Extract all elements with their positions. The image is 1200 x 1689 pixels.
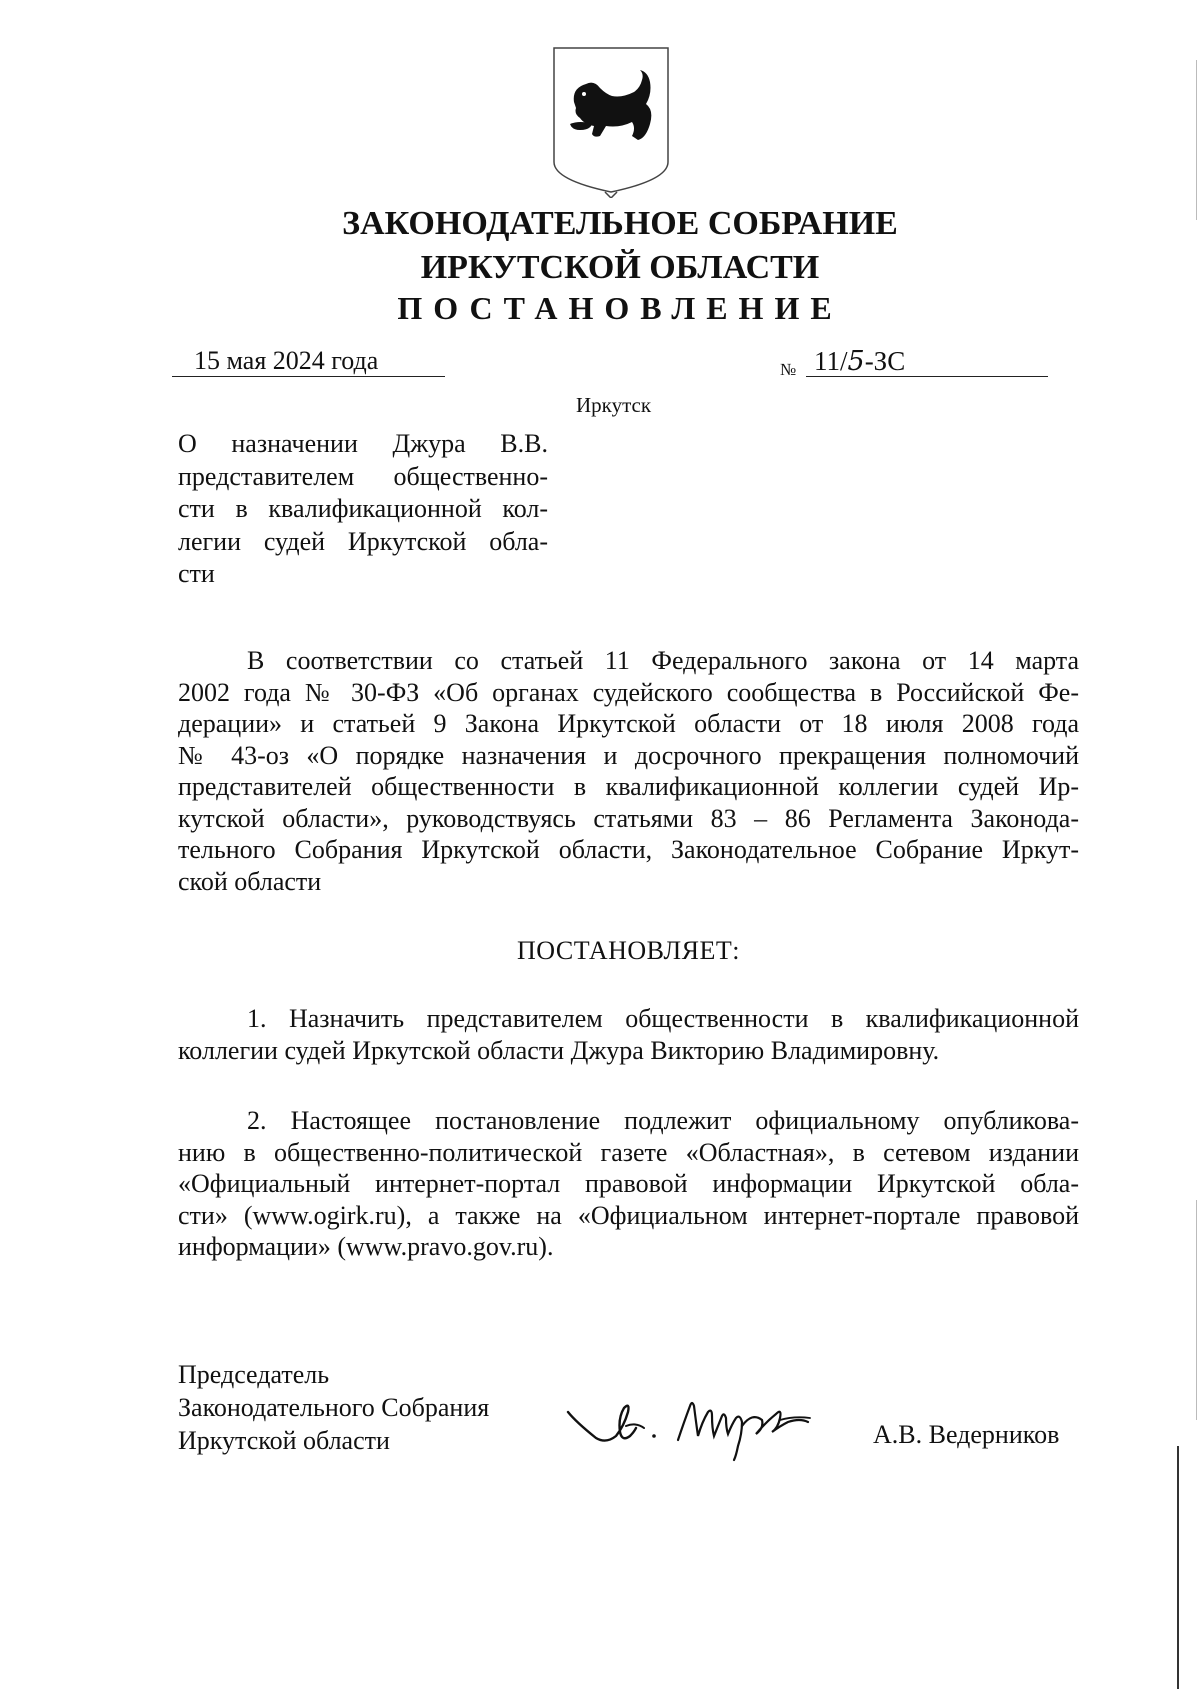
handwritten-signature — [566, 1382, 866, 1462]
document-date: 15 мая 2024 года — [194, 346, 379, 375]
scan-edge-mark — [1196, 60, 1197, 220]
item-2-paragraph — [178, 1105, 1079, 1263]
preamble-line: тельного Собрания Иркутской области, Законодательное Собрание Иркут- — [178, 835, 1079, 864]
document-number — [814, 346, 905, 377]
organization-name-line-2: ИРКУТСКОЙ ОБЛАСТИ — [420, 249, 820, 286]
preamble-line: кутской области», руководствуясь статьями 83 – 86 Регламента Законода- — [178, 803, 1079, 833]
number-sign: № — [780, 360, 797, 379]
item-1-paragraph — [178, 1003, 1079, 1066]
preamble-line: представителей общественности в квалификационной коллегии судей Ир- — [178, 772, 1079, 801]
subject-line: О назначении Джура В.В. — [178, 429, 548, 458]
document-subject — [178, 428, 548, 591]
number-prefix: 11/ — [814, 346, 848, 376]
subject-line: сти в квалификационной кол- — [178, 494, 548, 523]
preamble-line: дерации» и статьей 9 Закона Иркутской области от 18 июля 2008 года — [178, 709, 1079, 738]
signatory-title-line: Законодательного Собрания — [178, 1393, 490, 1422]
preamble-line: № 43-оз «О порядке назначения и досрочного прекращения полномочий — [178, 740, 1079, 770]
item-1-line: 1. Назначить представителем общественности в квалификационной — [247, 1004, 1079, 1033]
scan-edge-mark — [1177, 1446, 1179, 1689]
organization-name-line-1: ЗАКОНОДАТЕЛЬНОЕ СОБРАНИЕ — [342, 205, 898, 242]
preamble-line: 2002 года № 30-ФЗ «Об органах судейского сообщества в Российской Фе- — [178, 677, 1079, 707]
subject-line: сти — [178, 559, 215, 588]
coat-of-arms-icon — [550, 44, 672, 198]
signatory-name: А.В. Ведерников — [873, 1420, 1060, 1449]
number-handwritten-digit: 5 — [847, 346, 865, 377]
preamble-line: ской области — [178, 866, 322, 896]
signatory-title-line: Председатель — [178, 1360, 330, 1389]
preamble-line: В соответствии со статьей 11 Федерального закона от 14 марта — [247, 646, 1079, 675]
item-2-line: «Официальный интернет-портал правовой информации Иркутской обла- — [178, 1169, 1079, 1198]
item-2-line: информации» (www.pravo.gov.ru). — [178, 1232, 554, 1261]
resolves-heading: ПОСТАНОВЛЯЕТ: — [517, 936, 740, 965]
item-1-line: коллегии судей Иркутской области Джура Викторию Владимировну. — [178, 1035, 940, 1065]
signatory-title-line: Иркутской области — [178, 1426, 390, 1455]
preamble-paragraph — [178, 645, 1079, 897]
document-city: Иркутск — [576, 393, 652, 417]
item-2-line: сти» (www.ogirk.ru), а также на «Официальном интернет-портале правовой — [178, 1200, 1079, 1230]
scan-edge-mark — [1196, 1200, 1197, 1420]
document-type: ПОСТАНОВЛЕНИЕ — [397, 290, 843, 326]
date-field — [172, 346, 445, 377]
subject-line: легии судей Иркутской обла- — [178, 526, 548, 556]
subject-line: представителем общественно- — [178, 461, 548, 491]
item-2-line: нию в общественно-политической газете «Областная», в сетевом издании — [178, 1137, 1079, 1167]
number-suffix: -ЗС — [864, 346, 906, 376]
signatory-title — [178, 1358, 489, 1457]
number-field — [806, 346, 1048, 377]
item-2-line: 2. Настоящее постановление подлежит официальному опубликова- — [247, 1106, 1079, 1135]
